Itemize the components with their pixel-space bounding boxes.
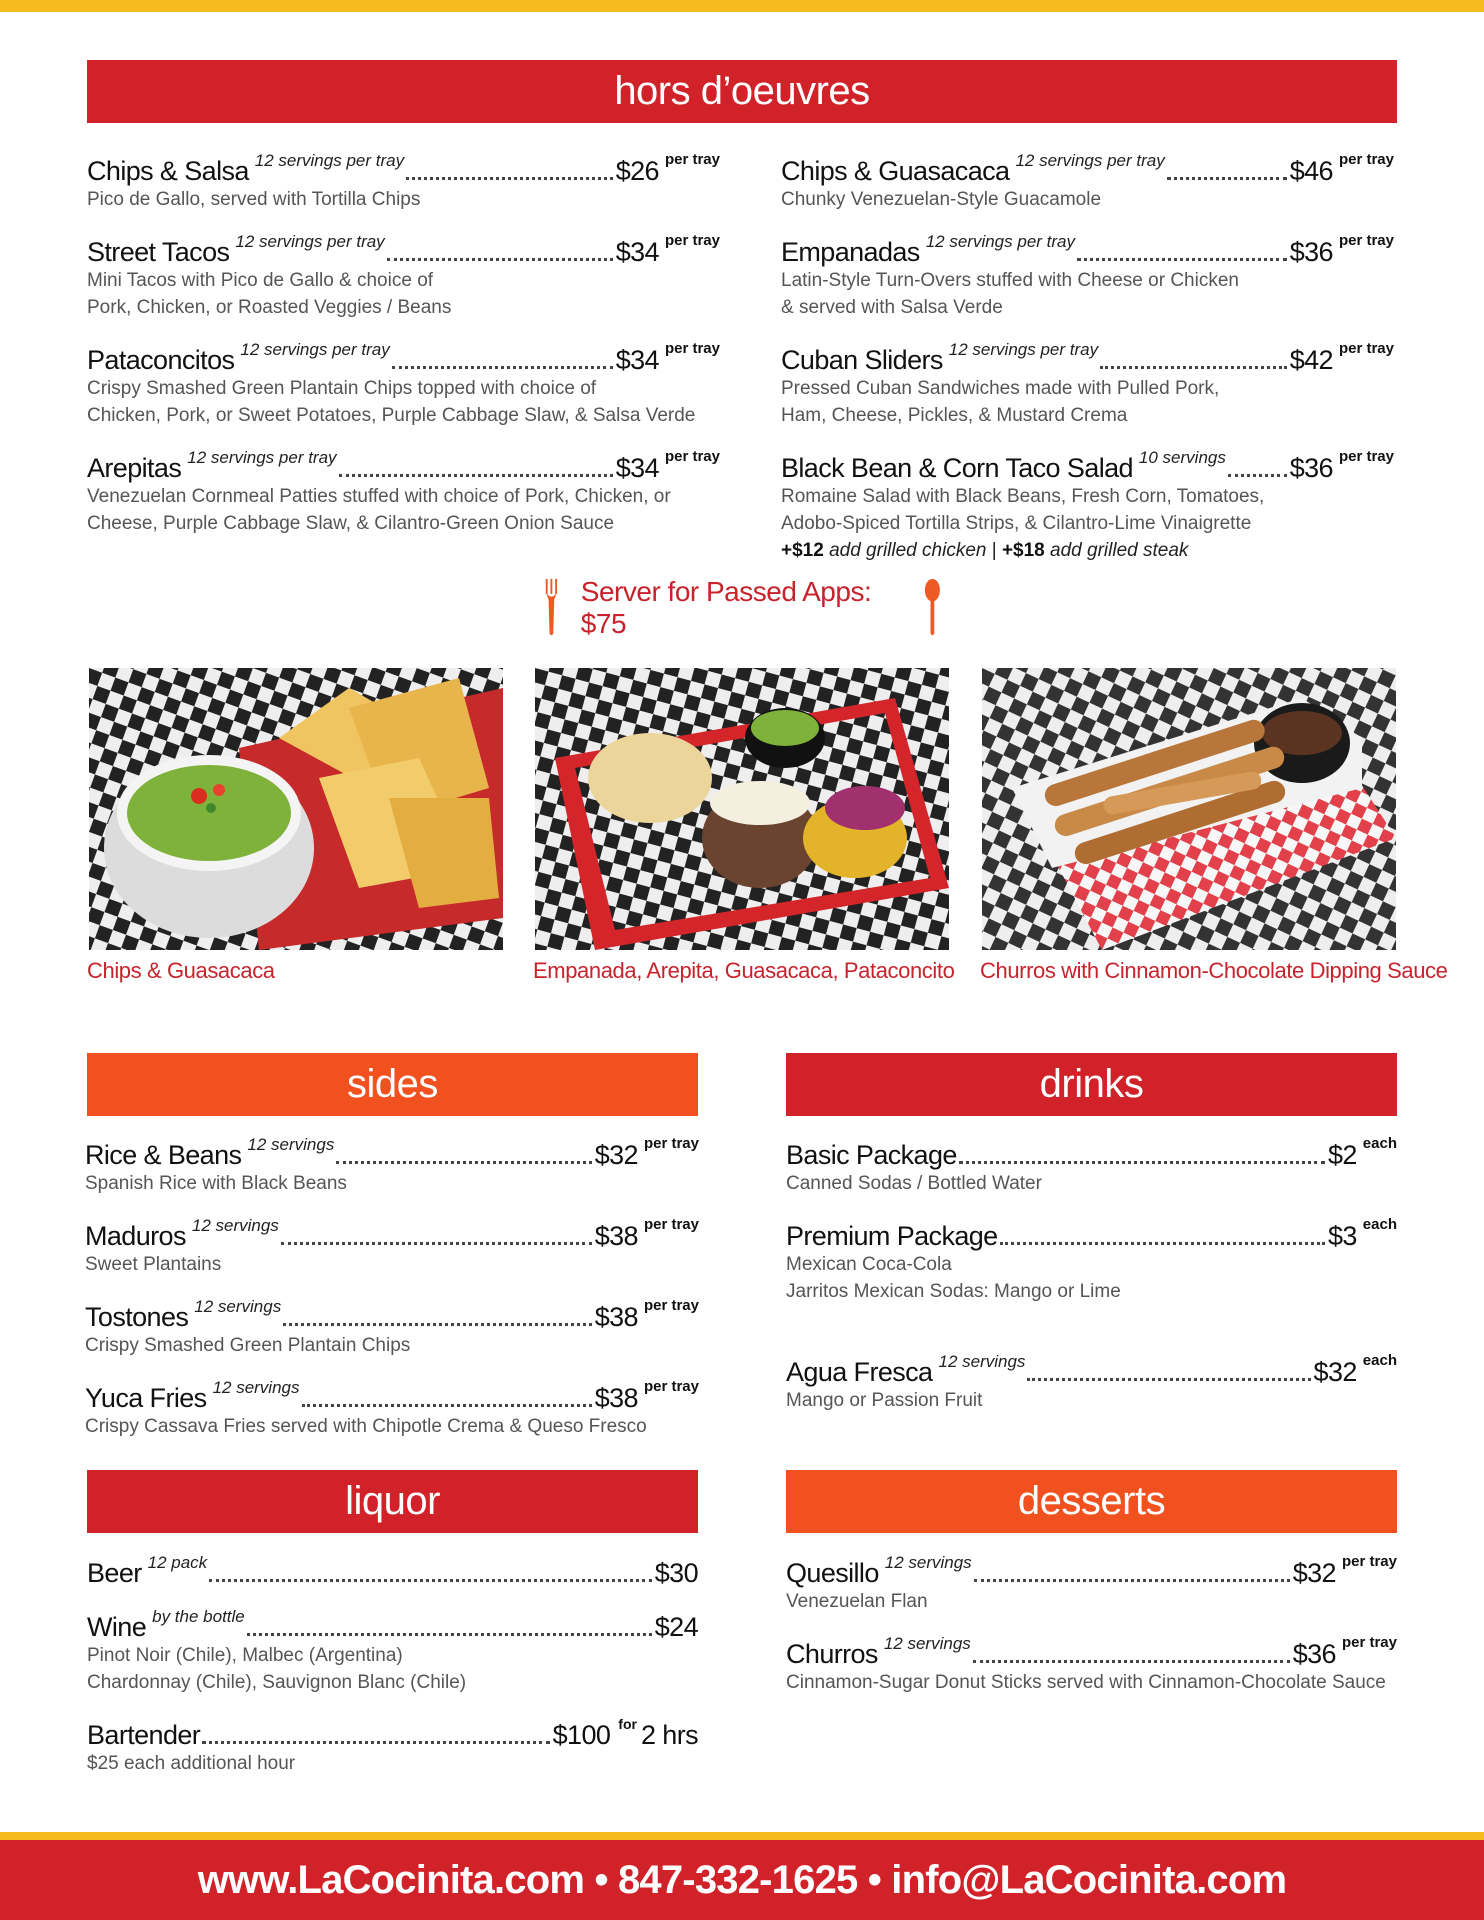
menu-item xyxy=(87,233,720,321)
item-description: Crispy Smashed Green Plantain Chips topped with choice of xyxy=(87,378,597,399)
item-name: Cuban Sliders xyxy=(781,345,943,375)
item-price: $32 xyxy=(1313,1357,1357,1387)
item-description: Chicken, Pork, or Sweet Potatoes, Purple Cabbage Slaw, & Salsa Verde xyxy=(87,405,696,426)
menu-item xyxy=(87,1554,698,1588)
item-note: 12 servings xyxy=(212,1378,300,1397)
menu-item xyxy=(85,1217,699,1278)
item-price: $34 xyxy=(615,237,659,267)
hors-left-column xyxy=(87,152,720,557)
drinks-title: drinks xyxy=(1039,1062,1144,1106)
photo-caption: Empanada, Arepita, Guasacaca, Pataconcito xyxy=(533,958,955,983)
dot-leader xyxy=(1100,366,1287,369)
item-description: Chardonnay (Chile), Sauvignon Blanc (Chile) xyxy=(87,1672,467,1693)
dot-leader xyxy=(339,474,613,477)
item-note: 12 servings per tray xyxy=(925,232,1075,251)
item-note: 10 servings xyxy=(1138,448,1226,467)
item-duration: 2 hrs xyxy=(640,1720,698,1750)
item-name: Wine xyxy=(87,1612,147,1642)
item-note: 12 servings xyxy=(194,1297,282,1316)
dot-leader xyxy=(283,1323,592,1326)
item-description: Spanish Rice with Black Beans xyxy=(85,1173,347,1194)
menu-item xyxy=(87,449,720,537)
dot-leader xyxy=(387,258,613,261)
item-description: Mini Tacos with Pico de Gallo & choice of xyxy=(87,270,434,291)
item-name: Bartender xyxy=(87,1720,201,1750)
photo-sampler-basket xyxy=(535,668,949,950)
item-description: Crispy Smashed Green Plantain Chips xyxy=(85,1335,411,1356)
item-description: Venezuelan Flan xyxy=(786,1591,928,1612)
item-note: by the bottle xyxy=(152,1607,245,1626)
item-unit: per tray xyxy=(1338,151,1394,168)
item-description: Mango or Passion Fruit xyxy=(786,1390,983,1411)
hors-doeuvres-banner xyxy=(87,60,1397,123)
hors-right-column xyxy=(781,152,1394,584)
item-price: $36 xyxy=(1289,237,1333,267)
item-note: 12 servings per tray xyxy=(240,340,390,359)
item-price: $42 xyxy=(1289,345,1333,375)
item-price: $32 xyxy=(1292,1558,1336,1588)
sides-column xyxy=(85,1136,699,1460)
item-name: Beer xyxy=(87,1558,142,1588)
addon-text: add grilled steak xyxy=(1050,540,1189,561)
dot-leader xyxy=(209,1579,652,1582)
item-name: Premium Package xyxy=(786,1221,998,1251)
server-callout-text: Server for Passed Apps: $75 xyxy=(580,576,872,639)
item-name: Basic Package xyxy=(786,1140,957,1170)
dot-leader xyxy=(247,1633,652,1636)
item-unit: per tray xyxy=(1341,1553,1397,1570)
fork-icon xyxy=(542,577,561,639)
item-name: Black Bean & Corn Taco Salad xyxy=(781,453,1133,483)
item-note: 12 servings xyxy=(884,1553,972,1572)
menu-item xyxy=(85,1136,699,1197)
menu-item xyxy=(781,341,1394,429)
desserts-column xyxy=(786,1554,1397,1716)
drinks-column xyxy=(786,1136,1397,1434)
sides-title: sides xyxy=(347,1062,438,1106)
item-price: $32 xyxy=(594,1140,638,1170)
item-unit: per tray xyxy=(1338,232,1394,249)
item-unit: per tray xyxy=(1338,448,1394,465)
photo-chips-guasacaca xyxy=(89,668,503,950)
addon-text: add grilled chicken xyxy=(829,540,987,561)
item-name: Rice & Beans xyxy=(85,1140,242,1170)
item-unit: each xyxy=(1362,1135,1397,1152)
item-price: $34 xyxy=(615,345,659,375)
item-description: Pinot Noir (Chile), Malbec (Argentina) xyxy=(87,1645,403,1666)
photo-caption: Chips & Guasacaca xyxy=(87,958,275,983)
item-unit: per tray xyxy=(664,448,720,465)
menu-item xyxy=(87,152,720,213)
dot-leader xyxy=(392,366,613,369)
item-price: $36 xyxy=(1292,1639,1336,1669)
dot-leader xyxy=(406,177,613,180)
item-unit: per tray xyxy=(664,151,720,168)
item-unit: per tray xyxy=(1341,1634,1397,1651)
item-name: Quesillo xyxy=(786,1558,879,1588)
dot-leader xyxy=(1228,474,1287,477)
item-note: 12 servings per tray xyxy=(254,151,405,170)
liquor-title: liquor xyxy=(345,1479,440,1523)
menu-item xyxy=(781,449,1394,564)
menu-item xyxy=(786,1353,1397,1414)
item-name: Pataconcitos xyxy=(87,345,235,375)
item-name: Tostones xyxy=(85,1302,189,1332)
item-name: Maduros xyxy=(85,1221,186,1251)
item-description: Canned Sodas / Bottled Water xyxy=(786,1173,1042,1194)
item-note: 12 servings per tray xyxy=(948,340,1099,359)
item-unit: per tray xyxy=(664,340,720,357)
item-name: Empanadas xyxy=(781,237,920,267)
item-description: Venezuelan Cornmeal Patties stuffed with choice of Pork, Chicken, or xyxy=(87,486,671,507)
item-note: 12 servings xyxy=(938,1352,1026,1371)
item-unit: per tray xyxy=(664,232,720,249)
server-callout xyxy=(542,578,942,638)
item-description: Pork, Chicken, or Roasted Veggies / Beans xyxy=(87,297,452,318)
menu-item xyxy=(786,1635,1397,1696)
item-description: Mexican Coca-Cola xyxy=(786,1254,952,1275)
item-unit: per tray xyxy=(643,1135,699,1152)
item-name: Chips & Guasacaca xyxy=(781,156,1010,186)
item-unit: per tray xyxy=(643,1216,699,1233)
item-note: 12 servings xyxy=(247,1135,335,1154)
liquor-column xyxy=(87,1554,698,1797)
item-price: $38 xyxy=(594,1383,638,1413)
hors-doeuvres-title: hors d’oeuvres xyxy=(614,69,870,113)
item-unit: each xyxy=(1362,1352,1397,1369)
dot-leader xyxy=(974,1579,1290,1582)
addon-price: +$18 xyxy=(1001,540,1045,561)
liquor-banner xyxy=(87,1470,698,1533)
dot-leader xyxy=(202,1741,549,1744)
dot-leader xyxy=(1167,177,1287,180)
item-name: Agua Fresca xyxy=(786,1357,933,1387)
dot-leader xyxy=(1027,1378,1310,1381)
spoon-icon xyxy=(923,577,942,639)
sides-banner xyxy=(87,1053,698,1116)
item-description: Ham, Cheese, Pickles, & Mustard Crema xyxy=(781,405,1128,426)
dot-leader xyxy=(336,1161,591,1164)
item-description: Adobo-Spiced Tortilla Strips, & Cilantro-Lime Vinaigrette xyxy=(781,513,1252,534)
item-name: Street Tacos xyxy=(87,237,230,267)
item-note: 12 servings per tray xyxy=(1015,151,1165,170)
menu-item xyxy=(781,233,1394,321)
menu-item xyxy=(781,152,1394,213)
item-description: Crispy Cassava Fries served with Chipotle Crema & Queso Fresco xyxy=(85,1416,647,1437)
item-description: Chunky Venezuelan-Style Guacamole xyxy=(781,189,1102,210)
dot-leader xyxy=(281,1242,592,1245)
desserts-title: desserts xyxy=(1017,1479,1166,1523)
menu-item xyxy=(786,1217,1397,1305)
dot-leader xyxy=(302,1404,592,1407)
menu-item xyxy=(85,1298,699,1359)
contact-footer xyxy=(0,1832,1484,1920)
addon-price: +$12 xyxy=(781,540,824,561)
item-description: Pressed Cuban Sandwiches made with Pulled Pork, xyxy=(781,378,1220,399)
item-note: 12 servings per tray xyxy=(187,448,337,467)
item-price: $26 xyxy=(615,156,659,186)
desserts-banner xyxy=(786,1470,1397,1533)
menu-item xyxy=(786,1136,1397,1197)
item-price: $3 xyxy=(1327,1221,1357,1251)
item-price: $38 xyxy=(594,1302,638,1332)
item-unit: per tray xyxy=(1338,340,1394,357)
item-note: 12 servings xyxy=(883,1634,971,1653)
item-description: Pico de Gallo, served with Tortilla Chips xyxy=(87,189,421,210)
item-description: Jarritos Mexican Sodas: Mango or Lime xyxy=(786,1281,1121,1302)
item-description: Sweet Plantains xyxy=(85,1254,222,1275)
item-name: Arepitas xyxy=(87,453,182,483)
item-description: Cheese, Purple Cabbage Slaw, & Cilantro-Green Onion Sauce xyxy=(87,513,615,534)
item-description: $25 each additional hour xyxy=(87,1753,296,1774)
item-note: 12 servings xyxy=(191,1216,279,1235)
item-name: Chips & Salsa xyxy=(87,156,249,186)
item-unit: for xyxy=(618,1716,637,1732)
drinks-banner xyxy=(786,1053,1397,1116)
dot-leader xyxy=(1000,1242,1325,1245)
salad-addons xyxy=(781,537,1394,564)
menu-item xyxy=(85,1379,699,1440)
item-name: Yuca Fries xyxy=(85,1383,207,1413)
dot-leader xyxy=(959,1161,1325,1164)
top-accent-bar xyxy=(0,0,1484,12)
item-unit: each xyxy=(1362,1216,1397,1233)
item-price: $2 xyxy=(1327,1140,1357,1170)
item-note: 12 pack xyxy=(147,1553,208,1572)
dot-leader xyxy=(973,1660,1290,1663)
dot-leader xyxy=(1077,258,1287,261)
item-price: $36 xyxy=(1289,453,1333,483)
item-description: Latin-Style Turn-Overs stuffed with Cheese or Chicken xyxy=(781,270,1239,291)
contact-info: www.LaCocinita.com • 847-332-1625 • info@LaCocinita.com xyxy=(197,1857,1287,1902)
item-description: Romaine Salad with Black Beans, Fresh Corn, Tomatoes, xyxy=(781,486,1265,507)
menu-item xyxy=(87,1608,698,1696)
item-unit: per tray xyxy=(643,1297,699,1314)
item-note: 12 servings per tray xyxy=(235,232,385,251)
item-price: $30 xyxy=(654,1558,698,1588)
item-price: $34 xyxy=(615,453,659,483)
item-price: $24 xyxy=(654,1612,698,1642)
menu-item xyxy=(87,341,720,429)
item-description: & served with Salsa Verde xyxy=(781,297,1003,318)
addon-separator: | xyxy=(991,540,997,561)
menu-item xyxy=(87,1716,698,1777)
photo-churros xyxy=(982,668,1396,950)
item-name: Churros xyxy=(786,1639,878,1669)
item-price: $100 xyxy=(552,1720,611,1750)
item-price: $38 xyxy=(594,1221,638,1251)
item-price: $46 xyxy=(1289,156,1333,186)
item-description: Cinnamon-Sugar Donut Sticks served with Cinnamon-Chocolate Sauce xyxy=(786,1672,1386,1693)
photo-caption: Churros with Cinnamon-Chocolate Dipping Sauce xyxy=(980,958,1448,983)
menu-item xyxy=(786,1554,1397,1615)
item-unit: per tray xyxy=(643,1378,699,1395)
